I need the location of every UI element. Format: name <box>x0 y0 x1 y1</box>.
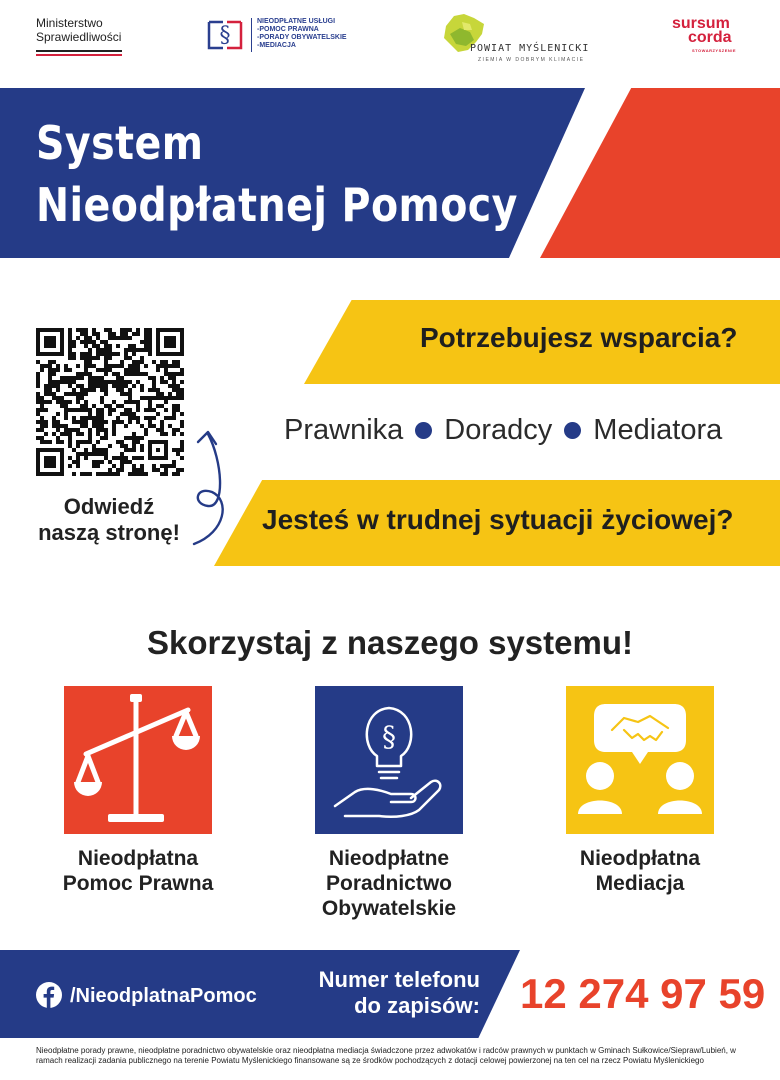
role-lawyer: Prawnika <box>284 414 404 446</box>
question-support: Potrzebujesz wsparcia? <box>420 322 738 353</box>
service-label-line: Poradnictwo <box>325 872 452 895</box>
mediation-icon <box>566 686 714 834</box>
role-mediator: Mediatora <box>593 414 723 446</box>
facebook-icon[interactable] <box>36 982 62 1008</box>
sursum-corda-logo <box>672 16 752 60</box>
service-label-line: Nieodpłatna <box>579 847 701 870</box>
free-services-title: NIEODPŁATNE USŁUGI <box>257 18 336 25</box>
free-services-logo-separator <box>251 18 252 52</box>
service-label-legal-aid <box>28 846 248 896</box>
curly-arrow-icon <box>186 420 236 550</box>
section-sign-icon <box>205 14 245 54</box>
service-label-line: Nieodpłatne <box>328 847 450 870</box>
question-difficult-situation: Jesteś w trudnej sytuacji życiowej? <box>262 504 734 535</box>
ministry-logo-line1: Ministerstwo <box>36 16 103 30</box>
qr-caption <box>28 494 190 546</box>
roles-line <box>284 414 722 447</box>
bullet-dot-icon <box>415 422 432 439</box>
bullet-dot-icon <box>564 422 581 439</box>
scales-icon <box>64 686 212 834</box>
service-label-civic-advice <box>279 846 499 921</box>
hero-banner-red <box>540 88 780 258</box>
free-services-item: -PORADY OBYWATELSKIE <box>257 34 347 41</box>
free-services-logo-text <box>257 18 347 50</box>
disclaimer-text: Nieodpłatne porady prawne, nieodpłatne poradnictwo obywatelskie oraz nieodpłatna mediacja świadczone przez adwokatów i radców prawnych w punktach w Gminach Sułkowice/Siepraw/Lubień, w ramach realizacji zadania publicznego na terenie Powiatu Myślenickiego finansowane są ze środków pochodzących z dotacji celowej powierzonej na ten cel na rzecz Powiatu Myślenickiego <box>36 1046 736 1065</box>
service-label-line: Nieodpłatna <box>77 847 199 870</box>
ministry-logo-bar <box>36 50 122 52</box>
service-label-mediation <box>530 846 750 896</box>
free-services-item: -POMOC PRAWNA <box>257 26 319 33</box>
free-services-item: -MEDIACJA <box>257 42 296 49</box>
county-logo <box>440 12 590 62</box>
facebook-link[interactable]: /NieodplatnaPomoc <box>70 985 257 1007</box>
phone-label-line2: do zapisów: <box>354 993 480 1018</box>
phone-label <box>300 967 480 1019</box>
ministry-logo-bar-red <box>36 54 122 56</box>
svg-text:§: § <box>382 720 396 753</box>
sursum-logo-line2: corda <box>688 29 732 46</box>
qr-caption-line2: naszą stronę! <box>38 520 180 545</box>
sursum-logo-line3: STOWARZYSZENIE <box>692 48 737 53</box>
phone-number[interactable]: 12 274 97 59 <box>520 970 766 1017</box>
sursum-logo-line1: sursum <box>672 15 730 32</box>
ministry-logo-line2: Sprawiedliwości <box>36 30 122 44</box>
free-services-logo <box>205 14 365 60</box>
hero-title-line1: System <box>36 116 204 170</box>
service-label-line: Mediacja <box>595 872 685 895</box>
cta-heading: Skorzystaj z naszego systemu! <box>146 624 633 661</box>
county-logo-tagline: ZIEMIA W DOBRYM KLIMACIE <box>478 57 585 63</box>
svg-text:§: § <box>219 23 231 48</box>
qr-code[interactable] <box>36 328 184 476</box>
qr-caption-line1: Odwiedź <box>63 494 155 519</box>
role-advisor: Doradcy <box>444 414 553 446</box>
county-logo-name: POWIAT MYŚLENICKI <box>470 43 590 54</box>
lightbulb-hand-icon <box>315 686 463 834</box>
ministry-logo <box>36 16 136 56</box>
service-label-line: Pomoc Prawna <box>62 872 214 895</box>
hero-title <box>36 112 518 236</box>
phone-label-line1: Numer telefonu <box>318 967 480 992</box>
hero-title-line2: Nieodpłatnej Pomocy <box>36 178 518 232</box>
service-label-line: Obywatelskie <box>321 897 457 920</box>
